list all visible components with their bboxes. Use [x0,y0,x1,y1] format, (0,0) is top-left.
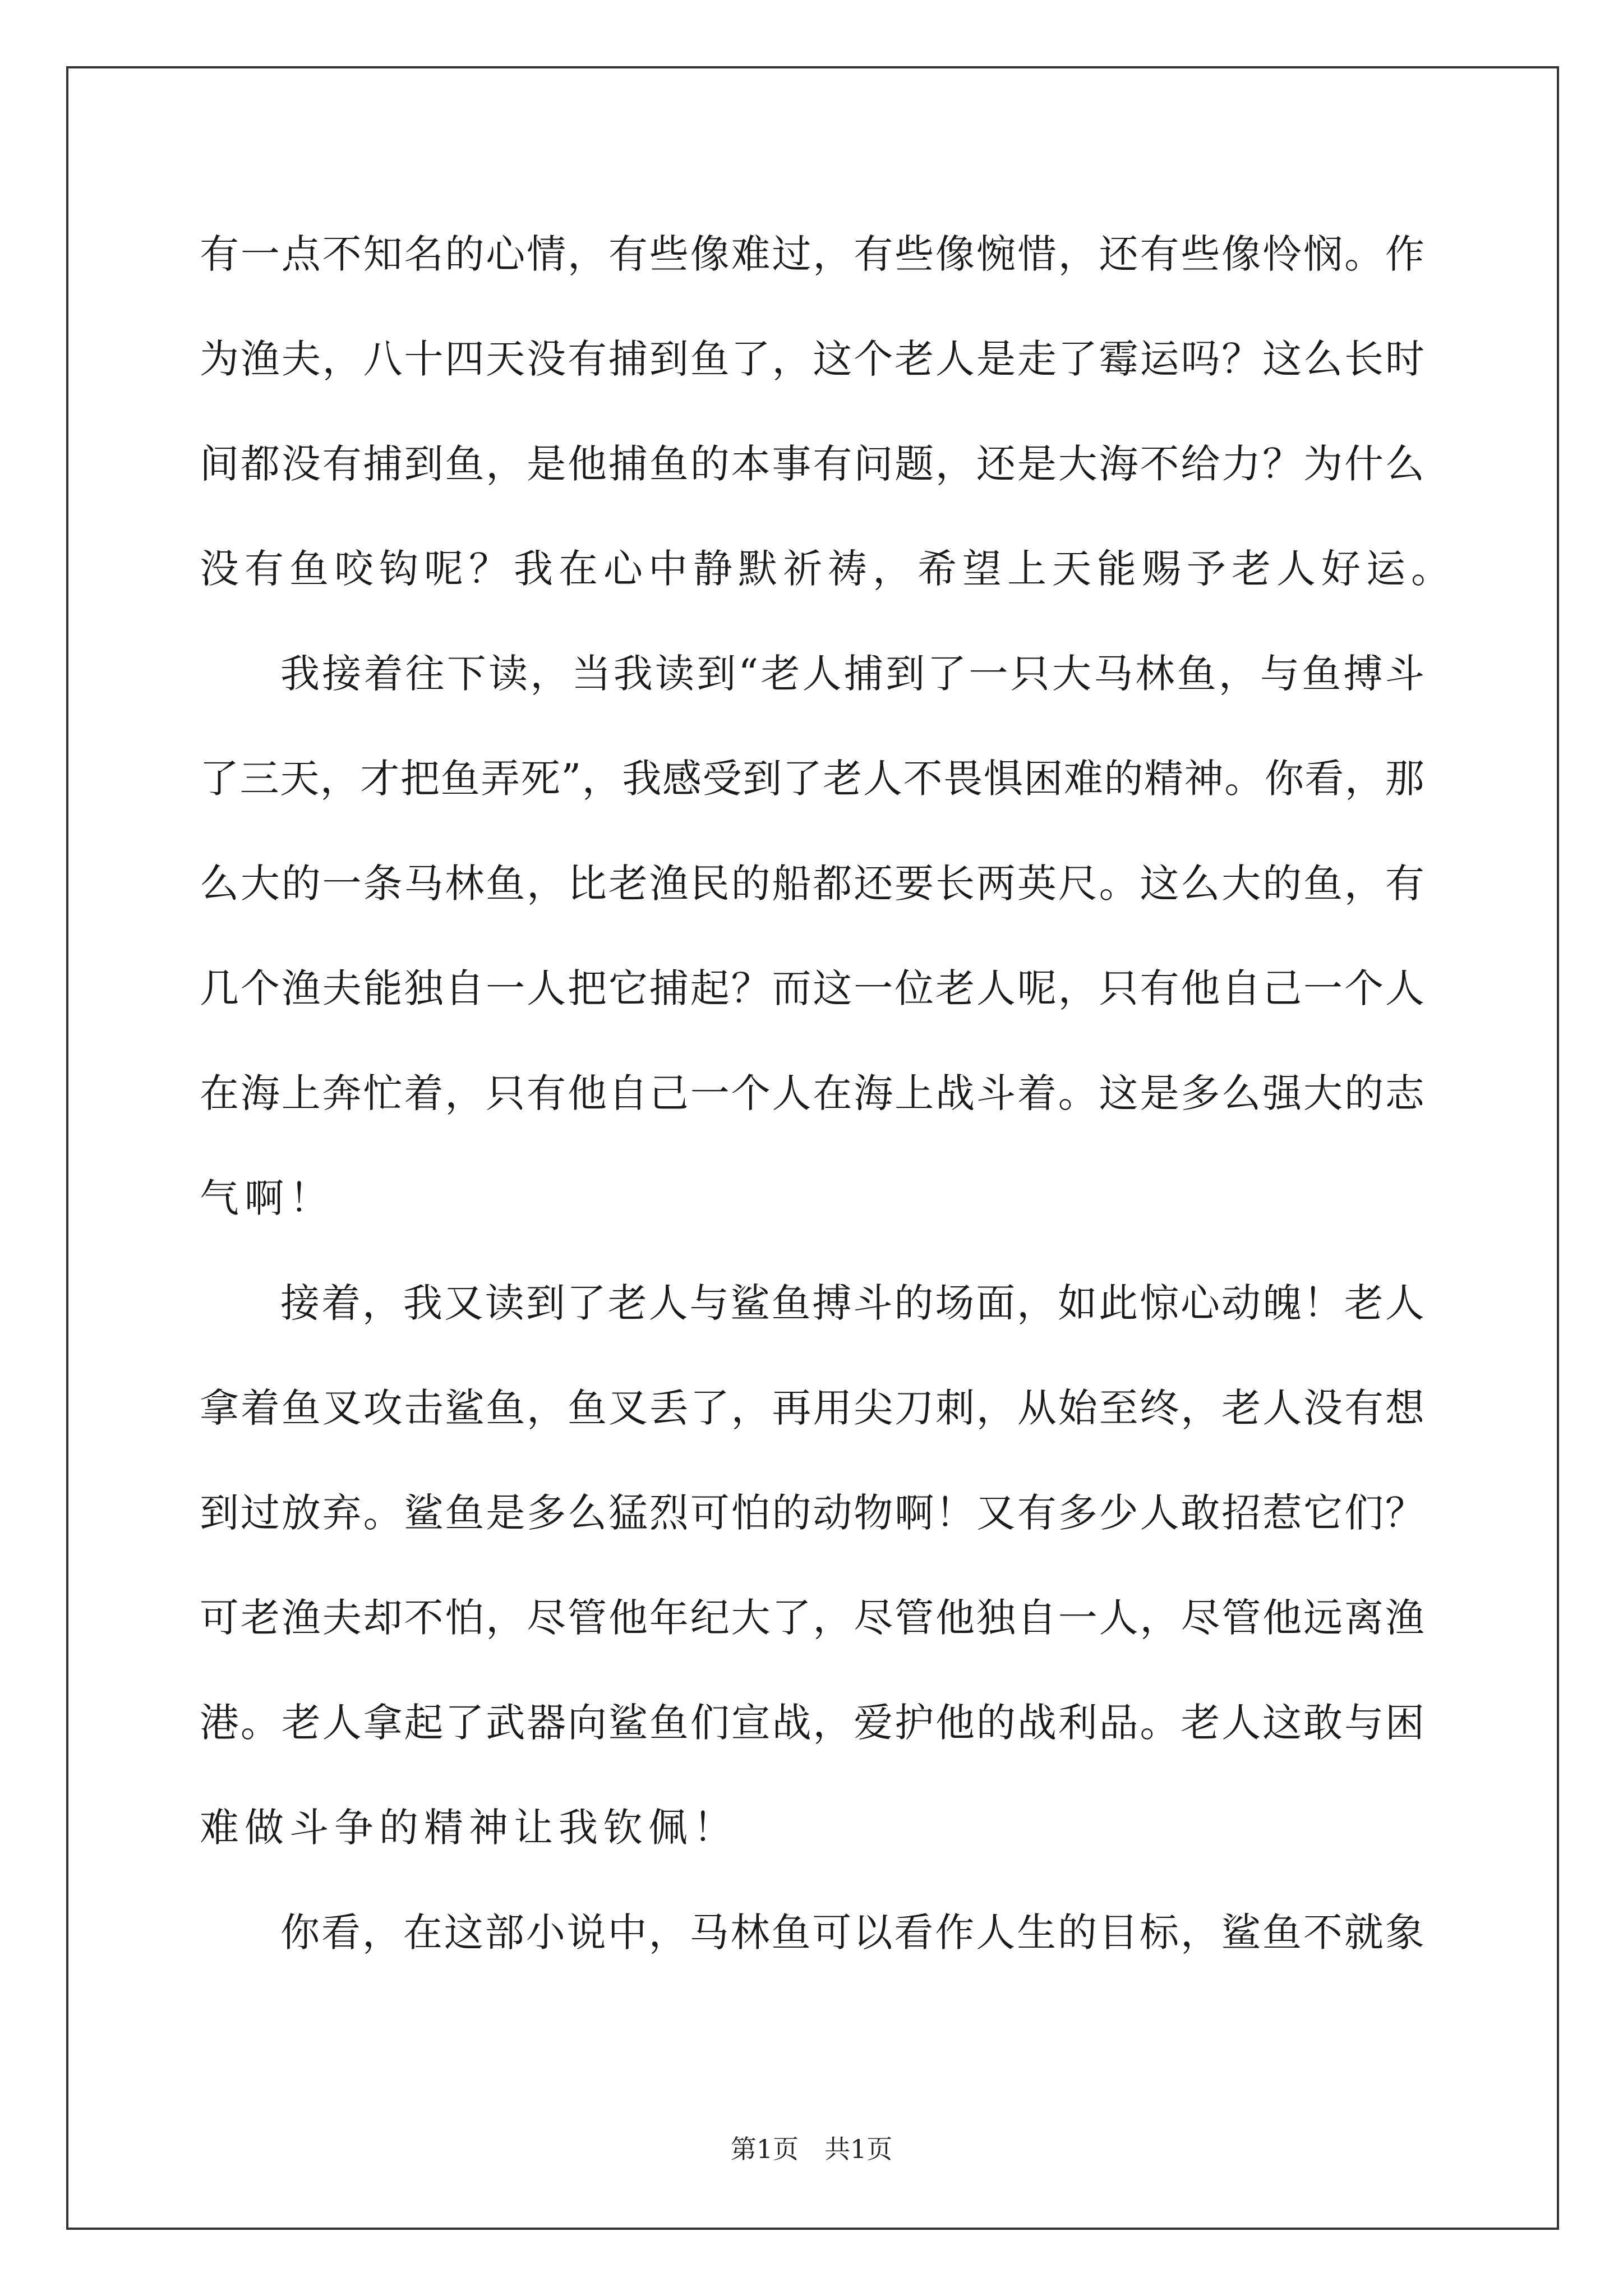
text-line: 没有鱼咬钩呢？我在心中静默祈祷，希望上天能赐予老人好运。 [200,546,1456,592]
text-line: 为 渔 夫 ， 八 十 四 天 没 有 捕 到 鱼 了 ， 这 个 老 人 是 走 了 霉 运 吗 ？ 这 么 长 时 [200,336,1424,382]
text-line: 在 海 上 奔 忙 着 ， 只 有 他 自 己 一 个 人 在 海 上 战 斗 着 。 这 是 多 么 强 大 的 志 [200,1070,1424,1116]
body-text [200,202,1456,1985]
text-line: 有 一 点 不 知 名 的 心 情 ， 有 些 像 难 过 ， 有 些 像 惋 惜 ， 还 有 些 像 怜 悯 。 作 [200,231,1424,277]
text-line: 你 看 ， 在 这 部 小 说 中 ， 马 林 鱼 可 以 看 作 人 生 的 目 标 ， 鲨 鱼 不 就 象 [280,1910,1424,1955]
text-line: 气啊！ [200,1175,334,1221]
text-line: 几 个 渔 夫 能 独 自 一 人 把 它 捕 起 ？ 而 这 一 位 老 人 呢 ， 只 有 他 自 己 一 个 人 [200,965,1424,1011]
text-line: 难做斗争的精神让我钦佩！ [200,1805,738,1851]
text-line: 我 接 着 往 下 读 ， 当 我 读 到 “ 老 人 捕 到 了 一 只 大 马 林 鱼 ， 与 鱼 搏 斗 [280,651,1424,697]
text-line: 间 都 没 有 捕 到 鱼 ， 是 他 捕 鱼 的 本 事 有 问 题 ， 还 是 大 海 不 给 力 ？ 为 什 么 [200,441,1424,487]
text-line: 到 过 放 弃 。 鲨 鱼 是 多 么 猛 烈 可 怕 的 动 物 啊 ！ 又 有 多 少 人 敢 招 惹 它 们 ？ [200,1490,1424,1536]
text-line: 么 大 的 一 条 马 林 鱼 ， 比 老 渔 民 的 船 都 还 要 长 两 英 尺 。 这 么 大 的 鱼 ， 有 [200,861,1424,907]
page-footer: 第1页 共1页 [730,2134,893,2164]
text-line: 港 。 老 人 拿 起 了 武 器 向 鲨 鱼 们 宣 战 ， 爱 护 他 的 战 利 品 。 老 人 这 敢 与 困 [200,1700,1424,1746]
text-line: 接 着 ， 我 又 读 到 了 老 人 与 鲨 鱼 搏 斗 的 场 面 ， 如 此 惊 心 动 魄 ！ 老 人 [280,1280,1424,1326]
text-line: 可 老 渔 夫 却 不 怕 ， 尽 管 他 年 纪 大 了 ， 尽 管 他 独 自 一 人 ， 尽 管 他 远 离 渔 [200,1595,1424,1641]
text-line: 了 三 天 ， 才 把 鱼 弄 死 ” ， 我 感 受 到 了 老 人 不 畏 惧 困 难 的 精 神 。 你 看 ， 那 [200,756,1424,802]
text-line: 拿 着 鱼 叉 攻 击 鲨 鱼 ， 鱼 叉 丢 了 ， 再 用 尖 刀 刺 ， 从 始 至 终 ， 老 人 没 有 想 [200,1385,1424,1431]
